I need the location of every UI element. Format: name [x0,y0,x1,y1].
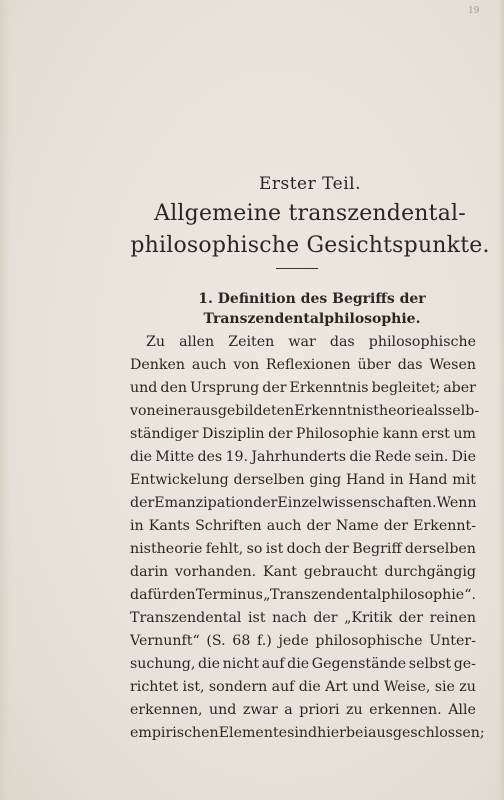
body-line: nistheorie fehlt, so ist doch der Begriff derselben [130,541,476,557]
page-number: 19 [468,6,480,16]
chapter-title-line: Allgemeine transzendental- [154,201,466,226]
chapter-title-line: philosophische Gesichtspunkte. [130,233,490,258]
chapter-title [130,198,490,262]
body-line: Vernunft“ (S. 68 f.) jede philosophische Unter- [130,633,476,649]
body-line: ständiger Disziplin der Philosophie kann erst um [130,426,476,442]
body-line: Denken auch von Reflexionen über das Wesen [130,357,476,373]
body-line: richtet ist, sondern auf die Art und Weise, sie zu [130,679,476,695]
page-gutter-shadow [0,0,10,800]
body-line: empirischen Elemente sind hierbei ausgeschlossen; [130,725,485,741]
body-line: von einer ausgebildeten Erkenntnistheorie als selb- [130,403,480,419]
body-line: in Kants Schriften auch der Name der Erkennt- [130,518,476,534]
body-line: Transzendental ist nach der „Kritik der reinen [130,610,476,626]
body-line: Zu allen Zeiten war das philosophische [146,334,476,350]
section-heading-line: 1. Definition des Begriffs der [198,291,426,307]
page-edge-shadow [498,0,504,800]
body-line: darin vorhanden. Kant gebraucht durchgängig [130,564,476,580]
section-heading-line: Transzendentalphilosophie. [203,311,421,327]
body-line: der Emanzipation der Einzelwissenschaften. Wenn [130,495,477,511]
part-heading: Erster Teil. [258,174,362,194]
body-line: Entwickelung derselben ging Hand in Hand mit [130,472,476,488]
body-line: dafür den Terminus „Transzendentalphilosophie“. [130,587,476,603]
section-heading [130,289,494,329]
body-line: die Mitte des 19. Jahrhunderts die Rede sein. Die [130,449,476,465]
body-line: und den Ursprung der Erkenntnis begleitet; aber [130,380,476,396]
body-line: erkennen, und zwar a priori zu erkennen. Alle [130,702,476,718]
body-text [130,331,485,745]
title-divider [276,268,318,269]
body-line: suchung, die nicht auf die Gegenstände selbst ge- [130,656,476,672]
